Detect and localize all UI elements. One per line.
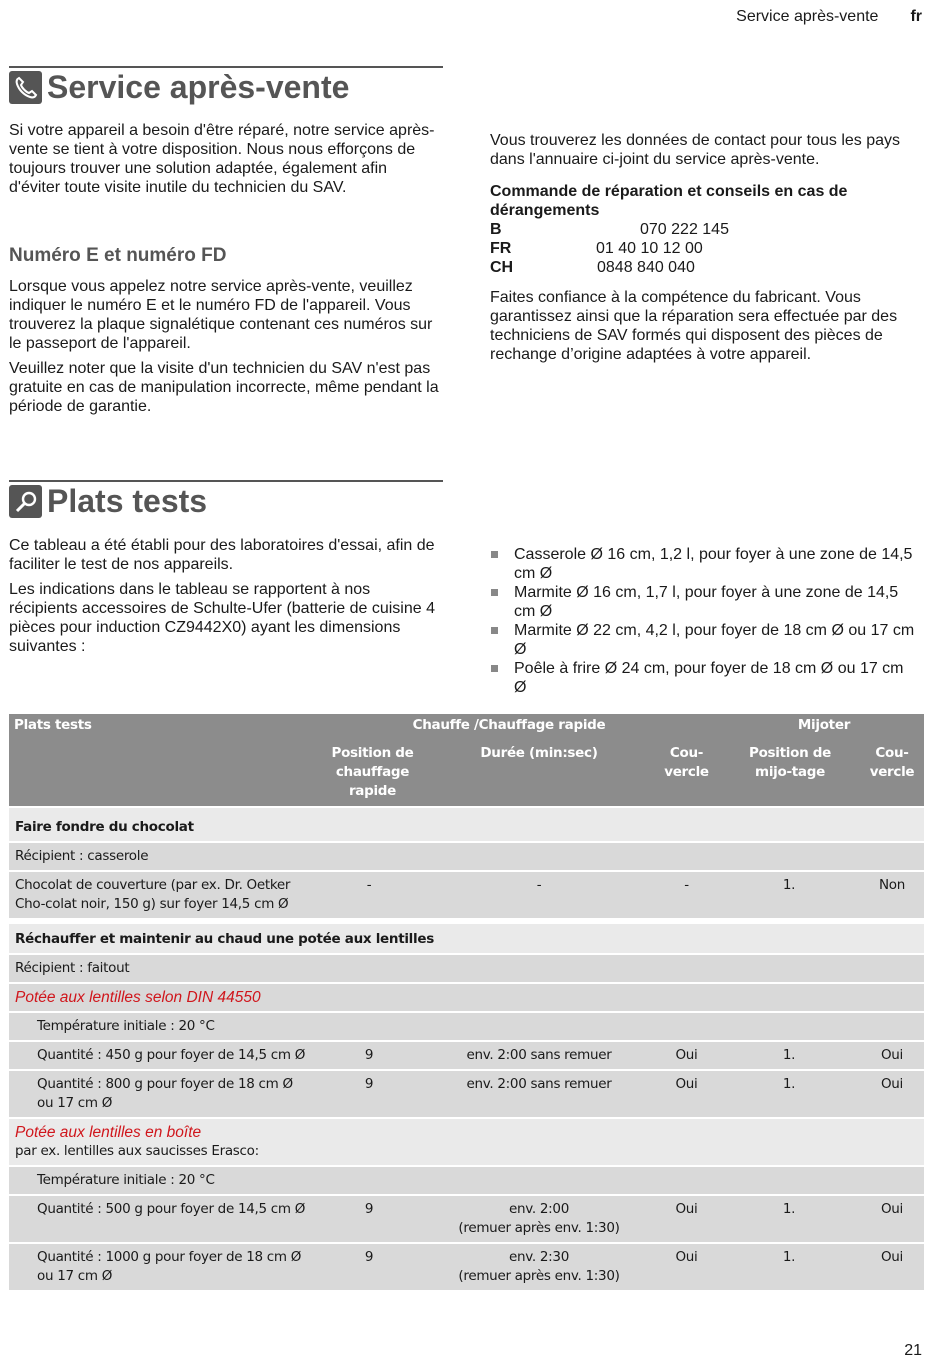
contact-block — [490, 182, 910, 277]
running-header — [736, 8, 922, 26]
cookware-list — [490, 545, 920, 697]
table-row: Faire fondre du chocolat — [9, 808, 924, 841]
tests-p2: Les indications dans le tableau se rapportent à nos récipients accessoires de Schulte-Ufer (batterie de cuisine 4 pièces pour induction CZ9442X0) ayant les dimensions suivantes : — [9, 581, 435, 655]
contact-intro: Vous trouverez les données de contact pour tous les pays dans l'annuaire ci-joint du service après-vente. — [490, 132, 901, 168]
table-row: Réchauffer et maintenir au chaud une potée aux lentilles — [9, 924, 924, 953]
contact-row: CH 0848 840 040 — [490, 259, 695, 276]
service-intro: Si votre appareil a besoin d'être réparé, notre service après-vente se tient à votre disposition. Nous nous efforçons de toujours trouver une solution adaptée, également afin d'éviter toute visite inutile du technicien du SAV. — [9, 122, 435, 196]
service-title: Service après-vente — [47, 69, 350, 105]
page-number: 21 — [904, 1342, 922, 1359]
header-lang: fr — [910, 8, 922, 25]
table-row: Récipient : casserole — [9, 843, 924, 870]
table-row: Potée aux lentilles selon DIN 44550 — [9, 984, 924, 1011]
test-dishes-table — [9, 714, 924, 1290]
order-heading: Commande de réparation et conseils en cas de dérangements — [490, 183, 848, 219]
table-row: Quantité : 500 g pour foyer de 14,5 cm Ø 9 env. 2:00 (remuer après env. 1:30) Oui 1. Oui — [9, 1196, 924, 1242]
e-fd-heading: Numéro E et numéro FD — [9, 245, 227, 266]
warranty-text: Veuillez noter que la visite d'un technicien du SAV n'est pas gratuite en cas de manipulation incorrecte, même pendant la période de garantie. — [9, 360, 439, 415]
list-item: Marmite Ø 22 cm, 4,2 l, pour foyer de 18 cm Ø ou 17 cm Ø — [490, 621, 920, 659]
table-row: Quantité : 800 g pour foyer de 18 cm Ø ou 17 cm Ø 9 env. 2:00 sans remuer Oui 1. Oui — [9, 1071, 924, 1117]
table-row: Température initiale : 20 °C — [9, 1013, 924, 1040]
table-row: Récipient : faitout — [9, 955, 924, 982]
table-header: Plats tests Chauffe /Chauffage rapide Mijoter Position de chauffage rapide Durée (min:sec) Cou-vercle Position de mijo-tage Cou-vercle — [9, 714, 924, 806]
tests-heading — [9, 480, 443, 520]
table-row: Quantité : 450 g pour foyer de 14,5 cm Ø 9 env. 2:00 sans remuer Oui 1. Oui — [9, 1042, 924, 1069]
contact-row: FR 01 40 10 12 00 — [490, 240, 703, 257]
list-item: Poêle à frire Ø 24 cm, pour foyer de 18 cm Ø ou 17 cm Ø — [490, 659, 920, 697]
list-item: Casserole Ø 16 cm, 1,2 l, pour foyer à une zone de 14,5 cm Ø — [490, 545, 920, 583]
magnifier-icon — [9, 485, 42, 518]
phone-icon — [9, 71, 42, 104]
contact-row: B 070 222 145 — [490, 221, 729, 238]
tests-p1: Ce tableau a été établi pour des laboratoires d'essai, afin de faciliter le test de nos appareils. — [9, 537, 435, 573]
tests-title: Plats tests — [47, 483, 208, 519]
service-heading — [9, 66, 443, 106]
trust-text: Faites confiance à la compétence du fabricant. Vous garantissez ainsi que la réparation sera effectuée par des techniciens de SAV formés qui disposent des pièces de rechange d’origine adaptées à votre appareil. — [490, 289, 898, 363]
table-row: Quantité : 1000 g pour foyer de 18 cm Ø ou 17 cm Ø 9 env. 2:30 (remuer après env. 1:30) Oui 1. Oui — [9, 1244, 924, 1290]
list-item: Marmite Ø 16 cm, 1,7 l, pour foyer à une zone de 14,5 cm Ø — [490, 583, 920, 621]
e-fd-text: Lorsque vous appelez notre service après-vente, veuillez indiquer le numéro E et le numéro FD de l'appareil. Vous trouverez la plaque signalétique contenant ces numéros sur le passeport de l'appareil. — [9, 278, 433, 352]
header-section: Service après-vente — [736, 8, 879, 25]
table-row: Température initiale : 20 °C — [9, 1167, 924, 1194]
table-row: Potée aux lentilles en boîte par ex. lentilles aux saucisses Erasco: — [9, 1119, 924, 1165]
table-row: Chocolat de couverture (par ex. Dr. Oetker Cho-colat noir, 150 g) sur foyer 14,5 cm Ø - - - 1. Non — [9, 872, 924, 918]
